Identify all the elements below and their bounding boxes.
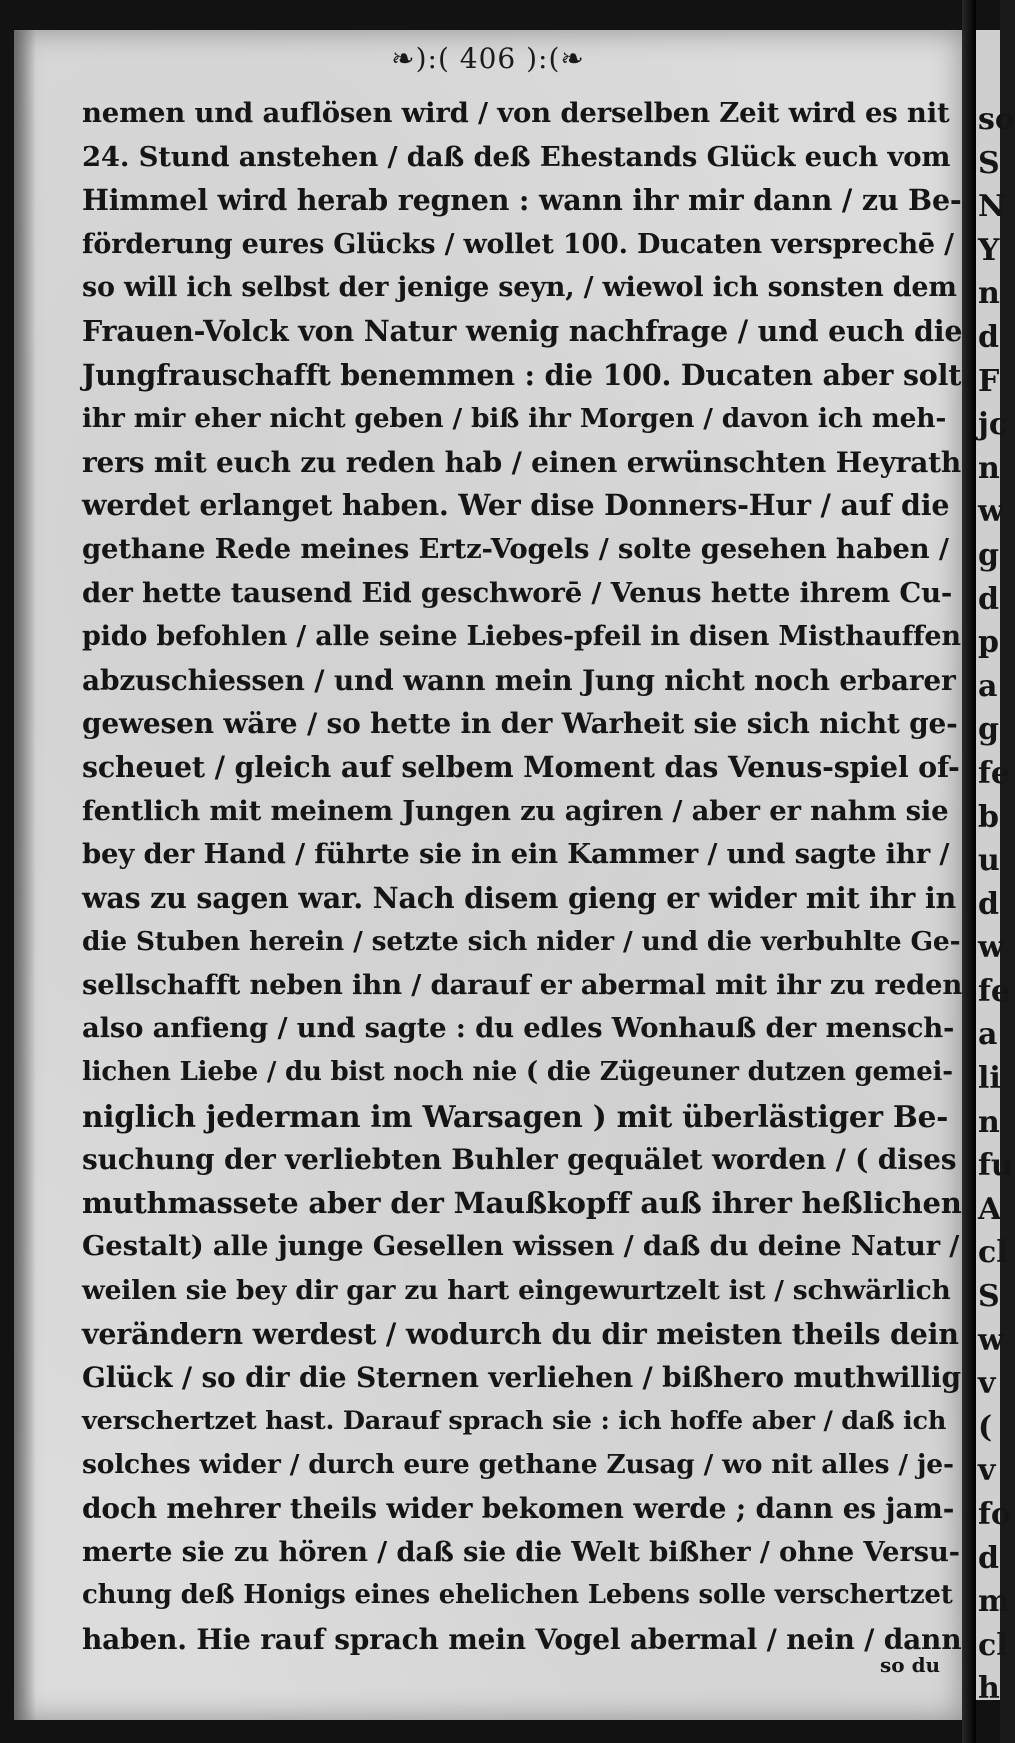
- adjacent-text-fragment: v: [978, 1453, 996, 1489]
- adjacent-text-fragment: p: [978, 625, 999, 661]
- adjacent-text-fragment: d: [978, 1540, 999, 1576]
- adjacent-text-fragment: w: [978, 930, 1004, 966]
- text-line: Glück / so dir die Sternen verliehen / bißhero muthwillig: [82, 1361, 961, 1395]
- adjacent-text-fragment: a: [978, 1017, 998, 1053]
- text-line: 24. Stund anstehen / daß deß Ehestands Glück euch vom: [82, 140, 951, 173]
- text-line: was zu sagen war. Nach disem gieng er wider mit ihr in: [82, 880, 956, 915]
- book-gutter: [962, 0, 976, 1743]
- adjacent-text-fragment: b: [978, 799, 999, 835]
- text-line: scheuet / gleich auf selbem Moment das Venus-spiel of-: [82, 749, 960, 784]
- text-line: gewesen wäre / so hette in der Warheit sie sich nicht ge-: [82, 707, 958, 741]
- adjacent-text-fragment: u: [978, 843, 1000, 879]
- text-line: Jungfrauschafft benemmen : die 100. Ducaten aber solt: [82, 357, 962, 392]
- text-line: Himmel wird herab regnen : wann ihr mir dann / zu Be-: [82, 183, 962, 218]
- adjacent-text-fragment: jc: [978, 407, 1008, 443]
- text-line: fentlich mit meinem Jungen zu agiren / aber er nahm sie: [82, 794, 949, 827]
- book-page: [14, 30, 962, 1720]
- text-line: bey der Hand / führte sie in ein Kammer / und sagte ihr /: [82, 838, 950, 871]
- text-line: verschertzet hast. Darauf sprach sie : ich hoffe aber / daß ich: [82, 1405, 947, 1436]
- text-line: pido befohlen / alle seine Liebes-pfeil in disen Misthauffen: [82, 621, 961, 653]
- adjacent-text-fragment: d: [978, 319, 999, 355]
- adjacent-text-fragment: li: [978, 1061, 1001, 1097]
- catchword: so du: [880, 1653, 941, 1677]
- text-line: werdet erlanget haben. Wer dise Donners-Hur / auf die: [82, 488, 950, 523]
- text-line: sellschafft neben ihn / darauf er abermal mit ihr zu reden: [82, 968, 963, 1001]
- text-line: niglich jederman im Warsagen ) mit überlästiger Be-: [82, 1098, 949, 1134]
- text-line: abzuschiessen / und wann mein Jung nicht noch erbarer: [82, 663, 956, 697]
- adjacent-text-fragment: a: [978, 668, 998, 704]
- text-line: die Stuben herein / setzte sich nider / und die verbuhlte Ge-: [82, 926, 961, 958]
- adjacent-page-text: [976, 98, 1015, 1711]
- adjacent-text-fragment: S: [978, 145, 1000, 181]
- adjacent-text-fragment: d: [978, 581, 999, 617]
- adjacent-text-fragment: S: [978, 1279, 1000, 1315]
- text-line: der hette tausend Eid geschworē / Venus hette ihrem Cu-: [82, 576, 953, 609]
- text-line: also anfieng / und sagte : du edles Wonhauß der mensch-: [82, 1012, 955, 1045]
- text-line: weilen sie bey dir gar zu hart eingewurtzelt ist / schwärlich: [82, 1275, 951, 1307]
- adjacent-text-fragment: w: [978, 494, 1004, 530]
- text-line: ihr mir eher nicht geben / biß ihr Morgen / davon ich meh-: [82, 403, 947, 435]
- adjacent-text-fragment: h: [978, 1671, 1000, 1707]
- text-line: merte sie zu hören / daß sie die Welt bißher / ohne Versu-: [82, 1535, 960, 1568]
- adjacent-text-fragment: fe: [978, 973, 1010, 1009]
- adjacent-text-fragment: N: [978, 189, 1006, 225]
- adjacent-text-fragment: n: [978, 450, 1000, 486]
- text-line: suchung der verliebten Buhler gequälet worden / ( dises: [82, 1143, 957, 1177]
- text-line: lichen Liebe / du bist noch nie ( die Zügeuner dutzen gemei-: [82, 1057, 953, 1088]
- adjacent-text-fragment: v: [978, 1366, 996, 1402]
- text-line: nemen und auflösen wird / von derselben Zeit wird es nit: [82, 97, 950, 129]
- adjacent-text-fragment: cl: [978, 1235, 1008, 1271]
- adjacent-text-fragment: n: [978, 1104, 1000, 1140]
- page-shadow-edge: [14, 30, 36, 1720]
- adjacent-text-fragment: (: [978, 1409, 993, 1445]
- adjacent-text-fragment: m: [978, 1584, 1010, 1620]
- text-line: Frauen-Volck von Natur wenig nachfrage / und euch die: [82, 313, 963, 348]
- text-line: chung deß Honigs eines ehelichen Lebens solle verschertzet: [82, 1580, 953, 1611]
- text-line: solches wider / durch eure gethane Zusag / wo nit alles / je-: [82, 1449, 954, 1481]
- text-line: verändern werdest / wodurch du dir meisten theils dein: [82, 1316, 959, 1351]
- text-line: rers mit euch zu reden hab / einen erwünschten Heyrath: [82, 445, 962, 479]
- text-line: förderung eures Glücks / wollet 100. Ducaten versprechē /: [82, 228, 954, 260]
- adjacent-text-fragment: Y: [978, 232, 1000, 268]
- text-line: Gestalt) alle junge Gesellen wissen / daß du deine Natur /: [82, 1230, 960, 1263]
- text-line: so will ich selbst der jenige seyn, / wiewol ich sonsten dem: [82, 272, 957, 304]
- adjacent-text-fragment: fu: [978, 1148, 1013, 1184]
- adjacent-text-fragment: d: [978, 886, 999, 922]
- adjacent-text-fragment: g: [978, 537, 999, 573]
- adjacent-text-fragment: w: [978, 1322, 1004, 1358]
- adjacent-text-fragment: F: [978, 363, 1000, 399]
- text-line: gethane Rede meines Ertz-Vogels / solte gesehen haben /: [82, 532, 949, 565]
- adjacent-text-fragment: fe: [978, 755, 1010, 791]
- adjacent-text-fragment: g: [978, 712, 999, 748]
- adjacent-page-edge: [976, 30, 1015, 1707]
- text-line: doch mehrer theils wider bekomen werde ; dann es jam-: [82, 1492, 955, 1525]
- adjacent-text-fragment: fo: [978, 1497, 1011, 1532]
- text-line: muthmassete aber der Maußkopff auß ihrer heßlichen: [82, 1185, 962, 1220]
- adjacent-text-fragment: A: [978, 1191, 1002, 1227]
- text-line: haben. Hie rauf sprach mein Vogel abermal / nein / dann: [82, 1622, 962, 1656]
- page-number: ❧):( 406 ):(❧: [391, 42, 585, 75]
- adjacent-text-fragment: cl: [978, 1627, 1008, 1663]
- body-text: [82, 92, 962, 1661]
- adjacent-text-fragment: so: [978, 102, 1015, 137]
- adjacent-text-fragment: n: [978, 276, 1000, 312]
